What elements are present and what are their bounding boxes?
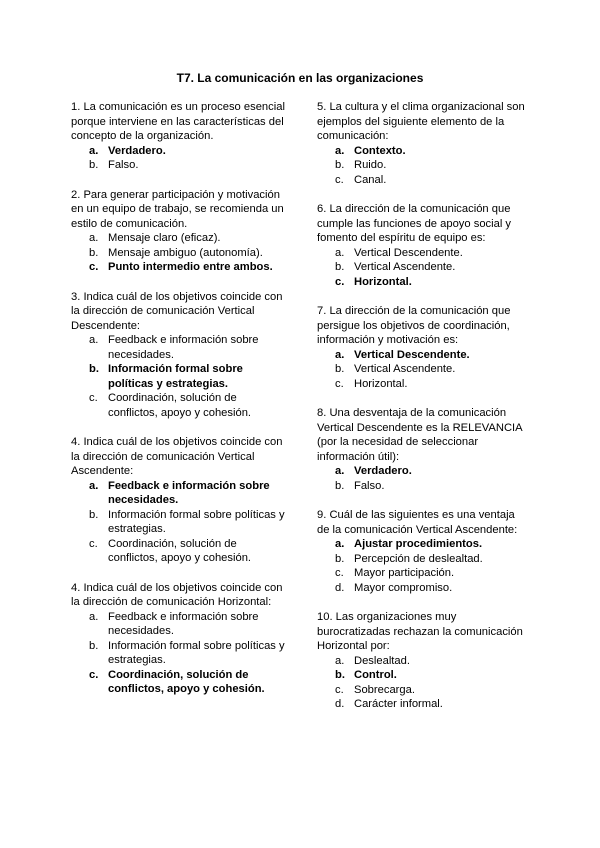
option-text: Carácter informal. <box>354 698 443 710</box>
option-letter: c. <box>335 377 344 390</box>
question-text: 4. Indica cuál de los objetivos coincide con la dirección de comunicación Vertical Ascendente: <box>71 436 283 477</box>
option-letter: a. <box>335 246 345 259</box>
option-text: Coordinación, solución de conflictos, apoyo y cohesión. <box>108 537 252 564</box>
question-block <box>317 304 529 391</box>
option-text: Vertical Ascendente. <box>354 261 456 273</box>
option-text: Verdadero. <box>354 465 412 477</box>
option-text: Canal. <box>354 173 387 186</box>
option-text: Mensaje ambiguo (autonomía). <box>108 246 263 259</box>
option-letter: a. <box>335 465 345 477</box>
answer-option <box>317 260 529 275</box>
option-letter: b. <box>335 669 345 681</box>
answer-option <box>317 362 529 377</box>
option-letter: c. <box>335 275 345 288</box>
question-text: 9. Cuál de las siguientes es una ventaja de la comunicación Vertical Ascendente: <box>317 509 518 536</box>
option-text: Vertical Ascendente. <box>354 363 456 375</box>
option-letter: a. <box>89 232 99 244</box>
answer-option <box>71 508 286 537</box>
option-letter: b. <box>335 159 345 171</box>
question-block <box>317 610 529 712</box>
option-letter: c. <box>335 567 344 579</box>
option-text: Falso. <box>108 159 139 171</box>
answer-options <box>317 348 529 392</box>
option-text: Ajustar procedimientos. <box>354 538 483 550</box>
answer-option-correct <box>71 144 286 159</box>
option-text: Horizontal. <box>354 377 408 390</box>
answer-option <box>71 639 286 668</box>
answer-option <box>317 246 529 261</box>
answer-option-correct <box>71 260 286 275</box>
option-letter: c. <box>335 683 344 696</box>
option-letter: b. <box>89 508 99 521</box>
answer-option-correct <box>317 464 529 479</box>
answer-option-correct <box>317 348 529 363</box>
option-letter: a. <box>335 654 345 667</box>
option-letter: c. <box>89 261 99 273</box>
answer-options <box>317 537 529 595</box>
question-text: 8. Una desventaja de la comunicación Vertical Descendente es la RELEVANCIA (por la necesidad de seleccionar información útil): <box>317 407 522 463</box>
answer-option-correct <box>317 144 529 159</box>
answer-option <box>317 552 529 567</box>
answer-option <box>71 537 286 566</box>
answer-options <box>71 333 286 420</box>
option-text: Vertical Descendente. <box>354 246 463 259</box>
answer-option <box>71 610 286 639</box>
question-block <box>71 581 286 697</box>
option-letter: b. <box>89 246 99 259</box>
question-text: 7. La dirección de la comunicación que persigue los objetivos de coordinación, información y motivación es: <box>317 305 511 346</box>
answer-options <box>317 464 529 493</box>
option-text: Mayor participación. <box>354 567 455 579</box>
answer-options <box>317 246 529 290</box>
option-text: Horizontal. <box>354 275 412 288</box>
option-letter: d. <box>335 698 345 710</box>
answer-option <box>71 231 286 246</box>
answer-options <box>71 231 286 275</box>
option-text: Información formal sobre políticas y estrategias. <box>108 363 243 390</box>
question-block <box>71 188 286 275</box>
left-column <box>71 100 286 712</box>
option-letter: a. <box>89 334 99 346</box>
option-text: Contexto. <box>354 144 406 157</box>
option-letter: b. <box>335 479 345 492</box>
answer-option <box>71 333 286 362</box>
option-letter: b. <box>335 363 345 375</box>
answer-options <box>71 479 286 566</box>
answer-options <box>71 144 286 173</box>
question-block <box>71 100 286 173</box>
option-letter: c. <box>335 173 344 186</box>
option-text: Coordinación, solución de conflictos, apoyo y cohesión. <box>108 392 252 419</box>
option-text: Ruido. <box>354 159 387 171</box>
page-title: T7. La comunicación en las organizaciones <box>176 71 424 85</box>
option-text: Feedback e información sobre necesidades. <box>108 334 259 361</box>
question-text: 2. Para generar participación y motivación en un equipo de trabajo, se recomienda un estilo de comunicación. <box>71 188 284 230</box>
answer-options <box>317 144 529 188</box>
option-text: Verdadero. <box>108 144 166 157</box>
option-text: Feedback e información sobre necesidades. <box>108 610 259 637</box>
right-column <box>317 100 529 727</box>
answer-option-correct <box>71 479 286 508</box>
answer-option <box>71 391 286 420</box>
option-text: Información formal sobre políticas y estrategias. <box>108 639 285 666</box>
option-letter: a. <box>335 144 345 157</box>
question-text: 6. La dirección de la comunicación que cumple las funciones de apoyo social y fomento del espíritu de equipo es: <box>317 203 512 244</box>
question-block <box>317 508 529 595</box>
answer-option <box>317 581 529 596</box>
question-block <box>317 100 529 187</box>
option-letter: a. <box>89 144 99 157</box>
question-text: 10. Las organizaciones muy burocratizadas rechazan la comunicación Horizontal por: <box>317 611 523 652</box>
option-letter: c. <box>89 668 99 681</box>
option-text: Mensaje claro (eficaz). <box>108 232 221 244</box>
question-block <box>71 435 286 566</box>
question-text: 5. La cultura y el clima organizacional son ejemplos del siguiente elemento de la comunicación: <box>317 101 525 142</box>
option-text: Mayor compromiso. <box>354 581 453 594</box>
answer-option-correct <box>71 668 286 697</box>
option-letter: c. <box>89 537 98 550</box>
answer-option <box>317 683 529 698</box>
option-text: Vertical Descendente. <box>354 348 470 361</box>
answer-option-correct <box>317 275 529 290</box>
question-block <box>71 290 286 421</box>
option-letter: b. <box>89 159 99 171</box>
option-text: Falso. <box>354 479 385 492</box>
question-text: 1. La comunicación es un proceso esencial porque interviene en las características del concepto de la organización. <box>71 101 285 142</box>
option-letter: c. <box>89 392 98 404</box>
answer-option <box>317 566 529 581</box>
option-letter: a. <box>335 348 345 361</box>
option-text: Deslealtad. <box>354 654 410 667</box>
option-text: Control. <box>354 669 397 681</box>
answer-option <box>317 697 529 712</box>
answer-option <box>317 173 529 188</box>
answer-option-correct <box>317 537 529 552</box>
option-text: Sobrecarga. <box>354 683 415 696</box>
option-text: Punto intermedio entre ambos. <box>108 261 273 273</box>
option-text: Percepción de deslealtad. <box>354 552 483 565</box>
answer-option <box>317 479 529 494</box>
question-block <box>317 202 529 289</box>
answer-options <box>317 654 529 712</box>
answer-options <box>71 610 286 697</box>
option-letter: a. <box>335 538 345 550</box>
option-letter: b. <box>89 363 99 375</box>
answer-option-correct <box>71 362 286 391</box>
option-text: Coordinación, solución de conflictos, apoyo y cohesión. <box>108 668 265 695</box>
option-letter: b. <box>335 552 345 565</box>
answer-option <box>317 377 529 392</box>
option-letter: a. <box>89 610 99 623</box>
question-text: 3. Indica cuál de los objetivos coincide con la dirección de comunicación Vertical Descendente: <box>71 290 283 332</box>
answer-option <box>317 654 529 669</box>
question-text: 4. Indica cuál de los objetivos coincide con la dirección de comunicación Horizontal: <box>71 581 283 608</box>
answer-option <box>71 158 286 173</box>
option-text: Feedback e información sobre necesidades. <box>108 479 270 506</box>
answer-option <box>317 158 529 173</box>
option-text: Información formal sobre políticas y estrategias. <box>108 508 285 535</box>
answer-option <box>71 246 286 261</box>
option-letter: d. <box>335 581 345 594</box>
option-letter: b. <box>89 639 99 652</box>
question-block <box>317 406 529 493</box>
option-letter: b. <box>335 261 345 273</box>
option-letter: a. <box>89 479 99 492</box>
answer-option-correct <box>317 668 529 683</box>
